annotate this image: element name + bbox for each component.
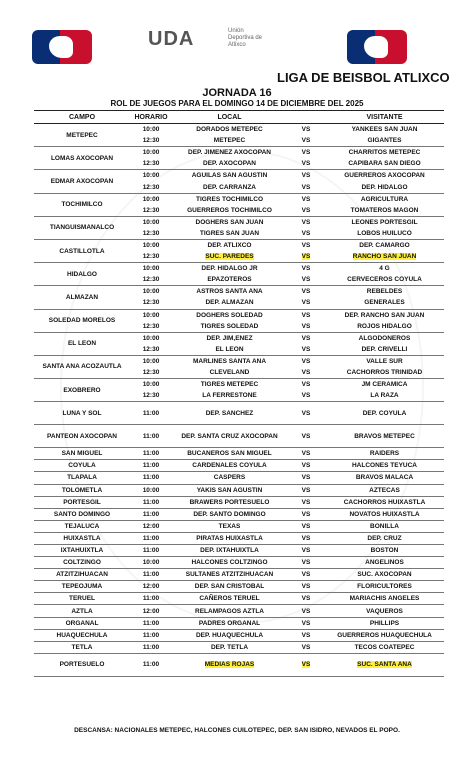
vs-cell: VS — [287, 569, 325, 581]
vs-cell — [287, 251, 325, 263]
away-team-cell: LEONES PORTESGIL — [351, 218, 418, 226]
mlb-logo-right — [347, 30, 407, 64]
time-cell: 12:30 — [130, 297, 172, 309]
vs-cell: VS — [301, 334, 311, 342]
home-team-cell: EPAZOTEROS — [172, 274, 287, 286]
home-team-cell: BRAWERS PORTESUELO — [172, 496, 287, 508]
time-cell: 12:30 — [130, 390, 172, 402]
table-row — [34, 496, 444, 508]
table-row — [34, 629, 444, 641]
vs-cell: VS — [301, 241, 311, 249]
vs-cell — [287, 653, 325, 676]
time-cell: 11:00 — [130, 569, 172, 581]
field-cell: ALMAZAN — [34, 286, 130, 309]
highlighted-text: VS — [301, 661, 311, 669]
time-cell: 12:00 — [130, 605, 172, 617]
away-team-cell: HALCONES TEYUCA — [325, 460, 444, 472]
home-team-cell: YAKIS SAN AGUSTIN — [172, 484, 287, 496]
away-team-cell: AGRICULTURA — [360, 195, 409, 203]
uda-logo-text: UDA — [148, 28, 195, 50]
time-cell: 12:30 — [130, 228, 172, 240]
field-cell: COYULA — [34, 460, 130, 472]
time-cell: 10:00 — [142, 195, 160, 203]
home-team-cell: PIRATAS HUIXASTLA — [172, 532, 287, 544]
field-cell: TEPEOJUMA — [34, 581, 130, 593]
home-team-cell — [172, 251, 287, 263]
field-cell: TOLOMETLA — [34, 484, 130, 496]
away-team-cell: TOMATEROS MAGON — [325, 205, 444, 217]
away-team-cell: JM CERAMICA — [361, 381, 408, 389]
home-team-cell: DORADOS METEPEC — [196, 126, 263, 134]
uda-logo-subtitle: Unión Deportiva de Atlixco — [228, 28, 263, 48]
home-team-cell: AGUILAS SAN AGUSTIN — [191, 172, 268, 180]
home-team-cell: DEP. SAN CRISTOBAL — [172, 581, 287, 593]
away-team-cell: REBELDES — [366, 288, 403, 296]
field-cell: TIANGUISMANALCO — [34, 216, 130, 239]
uda-logo — [148, 28, 268, 50]
time-cell: 10:00 — [130, 557, 172, 569]
time-cell: 12:30 — [130, 367, 172, 379]
home-team-cell: TIGRES SOLEDAD — [172, 321, 287, 333]
time-cell: 11:00 — [130, 593, 172, 605]
table-row — [34, 263, 444, 275]
field-cell: PORTESUELO — [34, 653, 130, 676]
time-cell: 10:00 — [142, 334, 160, 342]
vs-cell: VS — [301, 357, 311, 365]
time-cell: 11:00 — [130, 460, 172, 472]
away-team-cell: CERVECEROS COYULA — [325, 274, 444, 286]
away-team-cell: PHILLIPS — [325, 617, 444, 629]
field-cell: TETLA — [34, 641, 130, 653]
table-row — [34, 545, 444, 557]
field-cell: PORTESGIL — [34, 496, 130, 508]
vs-cell: VS — [287, 448, 325, 460]
time-cell: 10:00 — [142, 149, 160, 157]
highlighted-text: VS — [301, 253, 311, 261]
field-cell: SANTO DOMINGO — [34, 508, 130, 520]
vs-cell: VS — [301, 288, 311, 296]
vs-cell: VS — [287, 158, 325, 170]
field-cell: PANTEON AXOCOPAN — [34, 425, 130, 448]
vs-cell: VS — [287, 532, 325, 544]
vs-cell: VS — [287, 344, 325, 356]
away-team-cell: GUERREROS AXOCOPAN — [344, 172, 425, 180]
vs-cell: VS — [287, 496, 325, 508]
vs-cell: VS — [287, 605, 325, 617]
table-row — [34, 581, 444, 593]
vs-cell: VS — [287, 508, 325, 520]
vs-cell: VS — [287, 593, 325, 605]
home-team-cell: SULTANES ATZITZIHUACAN — [172, 569, 287, 581]
time-cell: 11:00 — [130, 653, 172, 676]
time-cell: 12:30 — [130, 181, 172, 193]
time-cell: 10:00 — [130, 484, 172, 496]
table-row — [34, 593, 444, 605]
time-cell: 11:00 — [130, 472, 172, 484]
field-cell: ATZITZIHUACAN — [34, 569, 130, 581]
table-row — [34, 472, 444, 484]
highlighted-text: RANCHO SAN JUAN — [352, 253, 417, 261]
field-cell: SAN MIGUEL — [34, 448, 130, 460]
time-cell: 10:00 — [142, 288, 160, 296]
table-row — [34, 508, 444, 520]
away-team-cell: MARIACHIS ANGELES — [325, 593, 444, 605]
col-header-local: LOCAL — [172, 111, 287, 124]
field-cell: HIDALGO — [34, 263, 130, 286]
away-team-cell: YANKEES SAN JUAN — [351, 126, 418, 134]
table-row — [34, 379, 444, 391]
home-team-cell: RELAMPAGOS AZTLA — [172, 605, 287, 617]
vs-cell: VS — [287, 205, 325, 217]
table-row — [34, 617, 444, 629]
away-team-cell: CACHORROS HUIXASTLA — [325, 496, 444, 508]
away-team-cell: LA RAZA — [325, 390, 444, 402]
time-cell: 12:30 — [130, 135, 172, 147]
schedule-table — [34, 110, 444, 677]
home-team-cell: DEP. JIMENEZ AXOCOPAN — [188, 149, 271, 157]
field-cell: EXOBRERO — [34, 379, 130, 402]
away-team-cell: TECOS COATEPEC — [325, 641, 444, 653]
away-team-cell: DEP. CRUZ — [325, 532, 444, 544]
vs-cell: VS — [287, 367, 325, 379]
vs-cell: VS — [287, 641, 325, 653]
time-cell: 12:30 — [130, 321, 172, 333]
field-cell: METEPEC — [34, 124, 130, 147]
time-cell: 12:30 — [130, 274, 172, 286]
home-team-cell: DOGHERS SOLEDAD — [196, 311, 263, 319]
time-cell: 10:00 — [142, 218, 160, 226]
field-cell: HUAQUECHULA — [34, 629, 130, 641]
home-team-cell: DEP. SANCHEZ — [172, 402, 287, 425]
home-team-cell — [172, 653, 287, 676]
home-team-cell: DEP. TETLA — [172, 641, 287, 653]
vs-cell: VS — [287, 557, 325, 569]
away-team-cell: AZTECAS — [325, 484, 444, 496]
away-team-cell: DEP. HIDALGO — [325, 181, 444, 193]
vs-cell: VS — [287, 274, 325, 286]
vs-cell: VS — [301, 195, 311, 203]
home-team-cell: METEPEC — [172, 135, 287, 147]
table-row — [34, 309, 444, 321]
home-team-cell: DOGHERS SAN JUAN — [195, 218, 264, 226]
time-cell: 10:00 — [142, 381, 160, 389]
time-cell: 10:00 — [142, 172, 160, 180]
home-team-cell: HALCONES COLTZINGO — [172, 557, 287, 569]
vs-cell: VS — [287, 135, 325, 147]
col-header-horario: HORARIO — [130, 111, 172, 124]
league-title: LIGA DE BEISBOL ATLIXCO — [277, 70, 450, 85]
time-cell: 12:30 — [130, 158, 172, 170]
away-team-cell: VAQUEROS — [325, 605, 444, 617]
away-team-cell — [325, 653, 444, 676]
field-cell: COLTZINGO — [34, 557, 130, 569]
home-team-cell: CLEVELAND — [172, 367, 287, 379]
away-team-cell: DEP. CAMARGO — [359, 241, 410, 249]
away-team-cell: GIGANTES — [325, 135, 444, 147]
table-row — [34, 332, 444, 344]
vs-cell: VS — [287, 402, 325, 425]
vs-cell: VS — [301, 311, 311, 319]
vs-cell: VS — [287, 545, 325, 557]
vs-cell: VS — [287, 520, 325, 532]
vs-cell: VS — [287, 581, 325, 593]
away-team-cell: RAIDERS — [325, 448, 444, 460]
home-team-cell: BUCANEROS SAN MIGUEL — [172, 448, 287, 460]
home-team-cell: CARDENALES COYULA — [172, 460, 287, 472]
vs-cell: VS — [287, 484, 325, 496]
table-row — [34, 425, 444, 448]
time-cell: 10:00 — [142, 241, 160, 249]
time-cell: 12:00 — [130, 581, 172, 593]
field-cell: LOMAS AXOCOPAN — [34, 147, 130, 170]
mlb-logo-left — [32, 30, 92, 64]
rest-teams-note: DESCANSA: NACIONALES METEPEC, HALCONES CUILOTEPEC, DEP. SAN ISIDRO, NEVADOS EL POPO. — [74, 727, 400, 734]
table-row — [34, 520, 444, 532]
table-row — [34, 216, 444, 228]
vs-cell: VS — [287, 321, 325, 333]
away-team-cell: DEP. RANCHO SAN JUAN — [344, 311, 425, 319]
home-team-cell: DEP. HUAQUECHULA — [172, 629, 287, 641]
time-cell: 11:00 — [130, 496, 172, 508]
home-team-cell: LA FERRESTONE — [172, 390, 287, 402]
away-team-cell: DEP. CRIVELLI — [325, 344, 444, 356]
table-row — [34, 460, 444, 472]
field-cell: SANTA ANA ACOZAUTLA — [34, 355, 130, 378]
home-team-cell: DEP. HIDALGO JR — [201, 265, 258, 273]
time-cell: 11:00 — [130, 448, 172, 460]
away-team-cell: CAPIBARA SAN DIEGO — [325, 158, 444, 170]
table-row — [34, 170, 444, 182]
field-cell: EL LEON — [34, 332, 130, 355]
away-team-cell: LOBOS HUILUCO — [325, 228, 444, 240]
table-row — [34, 193, 444, 205]
vs-cell: VS — [287, 472, 325, 484]
vs-cell: VS — [301, 265, 311, 273]
time-cell: 11:00 — [130, 617, 172, 629]
away-team-cell: BRAVOS MALACA — [325, 472, 444, 484]
away-team-cell: FLORICULTORES — [325, 581, 444, 593]
highlighted-text: MEDIAS ROJAS — [204, 661, 255, 669]
vs-cell: VS — [287, 297, 325, 309]
time-cell: 11:00 — [130, 508, 172, 520]
table-row — [34, 484, 444, 496]
table-header-row — [34, 111, 444, 124]
vs-cell: VS — [301, 126, 311, 134]
home-team-cell: DEP. IXTAHUIXTLA — [172, 545, 287, 557]
round-title: JORNADA 16 — [202, 87, 272, 99]
highlighted-text: SUC. SANTA ANA — [357, 661, 412, 669]
away-team-cell: BOSTON — [325, 545, 444, 557]
field-cell: TERUEL — [34, 593, 130, 605]
field-cell: TLAPALA — [34, 472, 130, 484]
time-cell: 11:00 — [130, 545, 172, 557]
home-team-cell: EL LEON — [172, 344, 287, 356]
time-cell: 12:30 — [130, 344, 172, 356]
table-row — [34, 402, 444, 425]
away-team-cell: ALGODONEROS — [358, 334, 411, 342]
vs-cell: VS — [287, 181, 325, 193]
table-row — [34, 286, 444, 298]
away-team-cell: SUC. AXOCOPAN — [325, 569, 444, 581]
highlighted-text: SUC. PAREDES — [205, 253, 254, 261]
field-cell: IXTAHUIXTLA — [34, 545, 130, 557]
time-cell: 10:00 — [142, 265, 160, 273]
away-team-cell: DEP. COYULA — [325, 402, 444, 425]
time-cell: 11:00 — [130, 629, 172, 641]
time-cell: 12:30 — [130, 205, 172, 217]
home-team-cell: TIGRES TOCHIMILCO — [195, 195, 264, 203]
away-team-cell: NOVATOS HUIXASTLA — [325, 508, 444, 520]
field-cell: EDMAR AXOCOPAN — [34, 170, 130, 193]
away-team-cell — [325, 251, 444, 263]
vs-cell: VS — [301, 172, 311, 180]
field-cell: TOCHIMILCO — [34, 193, 130, 216]
time-cell: 10:00 — [142, 126, 160, 134]
time-cell: 11:00 — [130, 402, 172, 425]
away-team-cell: GUERREROS HUAQUECHULA — [325, 629, 444, 641]
home-team-cell: DEP. CARRANZA — [172, 181, 287, 193]
home-team-cell: TEXAS — [172, 520, 287, 532]
col-header-visitante: VISITANTE — [325, 111, 444, 124]
vs-cell: VS — [287, 390, 325, 402]
home-team-cell: PADRES ORGANAL — [172, 617, 287, 629]
away-team-cell: GENERALES — [325, 297, 444, 309]
vs-cell: VS — [301, 218, 311, 226]
away-team-cell: CACHORROS TRINIDAD — [325, 367, 444, 379]
schedule-subtitle: ROL DE JUEGOS PARA EL DOMINGO 14 DE DICIEMBRE DEL 2025 — [110, 99, 364, 108]
away-team-cell: ANGELINOS — [325, 557, 444, 569]
time-cell: 12:30 — [130, 251, 172, 263]
home-team-cell: DEP. ALMAZAN — [172, 297, 287, 309]
home-team-cell: DEP. SANTA CRUZ AXOCOPAN — [172, 425, 287, 448]
home-team-cell: MARLINES SANTA ANA — [192, 357, 267, 365]
field-cell: CASTILLOTLA — [34, 239, 130, 262]
table-row — [34, 355, 444, 367]
field-cell: SOLEDAD MORELOS — [34, 309, 130, 332]
vs-cell: VS — [287, 629, 325, 641]
home-team-cell: GUERREROS TOCHIMILCO — [172, 205, 287, 217]
away-team-cell: CHARRITOS METEPEC — [348, 149, 421, 157]
away-team-cell: BRAVOS METEPEC — [325, 425, 444, 448]
time-cell: 11:00 — [130, 532, 172, 544]
home-team-cell: CASPERS — [172, 472, 287, 484]
home-team-cell: TIGRES METEPEC — [200, 381, 259, 389]
table-row — [34, 532, 444, 544]
table-row — [34, 569, 444, 581]
away-team-cell: ROJOS HIDALGO — [325, 321, 444, 333]
col-header-campo: CAMPO — [34, 111, 130, 124]
table-row — [34, 653, 444, 676]
field-cell: LUNA Y SOL — [34, 402, 130, 425]
away-team-cell: 4 G — [379, 265, 390, 273]
table-row — [34, 448, 444, 460]
field-cell: TEJALUCA — [34, 520, 130, 532]
table-row — [34, 147, 444, 159]
vs-cell: VS — [287, 617, 325, 629]
field-cell: HUIXASTLA — [34, 532, 130, 544]
time-cell: 10:00 — [142, 357, 160, 365]
vs-cell: VS — [301, 149, 311, 157]
time-cell: 11:00 — [130, 425, 172, 448]
field-cell: ORGANAL — [34, 617, 130, 629]
table-row — [34, 124, 444, 136]
vs-cell: VS — [287, 460, 325, 472]
col-header-vs — [287, 111, 325, 124]
home-team-cell: DEP. SANTO DOMINGO — [172, 508, 287, 520]
table-row — [34, 557, 444, 569]
home-team-cell: DEP. JIM,ENEZ — [206, 334, 253, 342]
vs-cell: VS — [287, 425, 325, 448]
away-team-cell: VALLE SUR — [366, 357, 403, 365]
home-team-cell: TIGRES SAN JUAN — [172, 228, 287, 240]
away-team-cell: BONILLA — [325, 520, 444, 532]
vs-cell: VS — [301, 381, 311, 389]
time-cell: 10:00 — [142, 311, 160, 319]
time-cell: 12:00 — [130, 520, 172, 532]
time-cell: 11:00 — [130, 641, 172, 653]
vs-cell: VS — [287, 228, 325, 240]
home-team-cell: DEP. ATLIXCO — [207, 241, 252, 249]
table-row — [34, 239, 444, 251]
table-row — [34, 605, 444, 617]
home-team-cell: DEP. AXOCOPAN — [172, 158, 287, 170]
field-cell: AZTLA — [34, 605, 130, 617]
home-team-cell: CAÑEROS TERUEL — [172, 593, 287, 605]
home-team-cell: ASTROS SANTA ANA — [196, 288, 263, 296]
table-row — [34, 641, 444, 653]
